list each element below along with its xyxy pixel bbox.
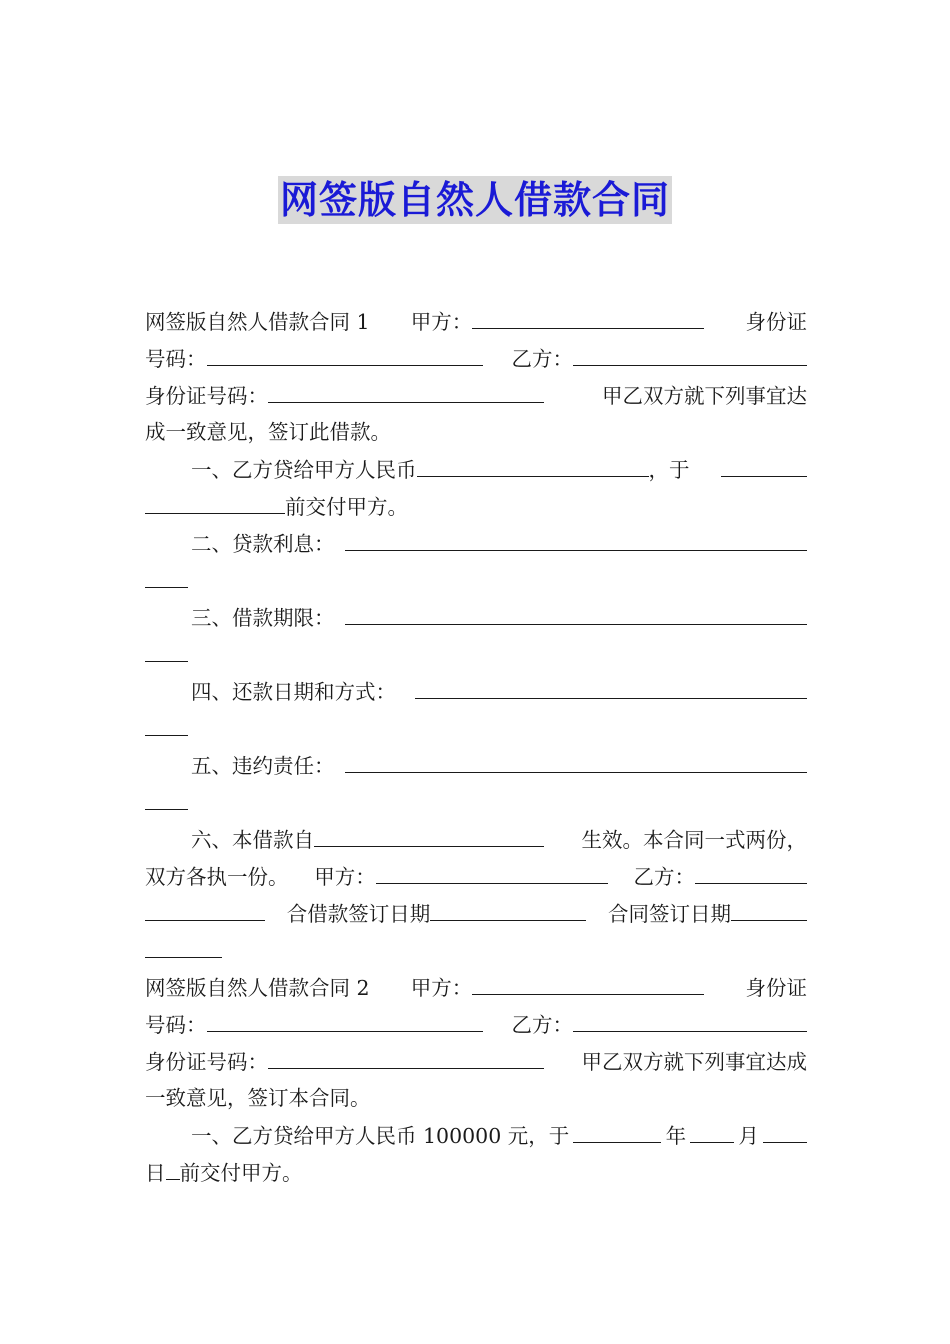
item-1-due-label: ，于 [648,458,690,482]
line-15 [145,821,807,858]
line-9 [145,599,807,636]
line-2 [145,340,807,377]
repayment-blank-cont[interactable] [145,710,188,736]
contract-date-group [608,895,807,933]
line-17 [145,895,807,932]
contract-date-blank[interactable] [731,895,807,921]
item-1-group [191,451,690,489]
line-11 [145,673,807,710]
line-23 [145,1117,807,1154]
line-20 [145,1006,807,1043]
sign-b-label: 乙方： [633,865,695,889]
item-6-text: 生效。本合同一式两份， [581,828,807,852]
interest-blank[interactable] [345,525,807,551]
term-blank[interactable] [345,599,807,625]
line-22 [145,1080,807,1117]
c2-day-label: 日 [145,1161,166,1185]
sign-b-group [634,858,808,896]
line-10 [145,636,807,673]
item-3-label: 三、借款期限： [191,606,335,630]
c2-party-b-blank[interactable] [573,1006,807,1032]
c2-party-b-id-group [145,1043,544,1081]
id-group [145,340,483,378]
sign-b-blank-cont[interactable] [145,895,265,921]
due-date-blank-part2[interactable] [145,488,285,514]
c2-month-blank[interactable] [690,1117,734,1143]
line-16 [145,858,807,895]
party-b-group [512,340,808,378]
sign-date-blank[interactable] [430,895,586,921]
sign-b-blank[interactable] [695,858,807,884]
id-label-part2: 号码： [145,347,207,371]
c2-party-b-group [512,1006,808,1044]
line-7 [145,525,807,562]
c2-id-label-part1: 身份证 [745,976,807,1000]
line-19 [145,969,807,1006]
c2-party-b-label: 乙方： [511,1013,573,1037]
line-18 [145,932,807,969]
c2-party-a-blank[interactable] [472,969,704,995]
item-6-group [191,821,544,859]
line-4 [145,414,807,451]
item-2-label: 二、贷款利息： [191,532,335,556]
line-3 [145,377,807,414]
party-b-id-blank[interactable] [268,377,544,403]
line-1 [145,303,807,340]
c2-party-a-id-blank[interactable] [207,1006,483,1032]
party-a-label: 甲方： [410,310,473,334]
contract-2-heading: 网签版自然人借款合同 2 [145,976,370,1000]
item-1-label: 一、乙方贷给甲方人民币 [191,458,417,482]
line-8 [145,562,807,599]
title-area [0,176,950,224]
sign-a-blank[interactable] [376,858,608,884]
contract-date-blank-cont[interactable] [145,932,222,958]
party-a-group [411,303,705,341]
item-5-label: 五、违约责任： [191,754,335,778]
c2-month-label: 月 [738,1124,759,1148]
party-b-id-group [145,377,544,415]
item-4-label: 四、还款日期和方式： [191,680,396,704]
c2-year-blank[interactable] [573,1117,661,1143]
item-6-label: 六、本借款自 [191,828,314,852]
c2-agreement-text-2: 一致意见，签订本合同。 [145,1086,371,1110]
party-a-id-blank[interactable] [207,340,483,366]
item-6-end: 双方各执一份。 [145,865,289,889]
liability-blank-cont[interactable] [145,784,188,810]
c2-day-blank[interactable] [763,1117,807,1143]
id-label-part1: 身份证 [745,310,807,334]
party-a-blank[interactable] [472,303,704,329]
sign-date-label: 合借款签订日期 [286,902,431,926]
sign-date-group [287,895,587,933]
sign-a-group [314,858,608,896]
line-21 [145,1043,807,1080]
agreement-text-2: 成一致意见，签订此借款。 [145,420,391,444]
c2-party-a-label: 甲方： [410,976,473,1000]
c2-party-b-id-label: 身份证号码： [145,1050,268,1074]
item-1-end: 前交付甲方。 [285,495,408,519]
effective-date-blank[interactable] [314,821,544,847]
line-5 [145,451,807,488]
line-13 [145,747,807,784]
due-date-blank-part1[interactable] [721,451,807,477]
contract-1-heading: 网签版自然人借款合同 1 [145,310,370,334]
c2-item-1-label: 一、乙方贷给甲方人民币 100000 元，于 [191,1124,570,1148]
c2-party-b-id-blank[interactable] [268,1043,544,1069]
party-b-id-label: 身份证号码： [145,384,268,408]
line-6 [145,488,807,525]
sign-a-label: 甲方： [314,865,376,889]
c2-day-blank-cont[interactable] [166,1154,180,1180]
c2-item-1-end: 前交付甲方。 [179,1161,303,1185]
repayment-blank[interactable] [415,673,807,699]
c2-id-group [145,1006,483,1044]
c2-year-label: 年 [665,1124,687,1148]
agreement-text-1: 甲乙双方就下列事宜达 [602,384,807,408]
interest-blank-cont[interactable] [145,562,188,588]
document-title: 网签版自然人借款合同 [279,178,670,222]
liability-blank[interactable] [345,747,807,773]
contract-body [145,303,807,1191]
contract-date-label: 合同签订日期 [608,902,731,926]
line-14 [145,784,807,821]
line-24 [145,1154,807,1191]
term-blank-cont[interactable] [145,636,188,662]
c2-agreement-text-1: 甲乙双方就下列事宜达成 [581,1050,807,1074]
c2-id-label-part2: 号码： [145,1013,207,1037]
c2-party-a-group [411,969,705,1007]
line-12 [145,710,807,747]
loan-amount-blank[interactable] [417,451,649,477]
party-b-label: 乙方： [511,347,573,371]
party-b-blank[interactable] [573,340,807,366]
